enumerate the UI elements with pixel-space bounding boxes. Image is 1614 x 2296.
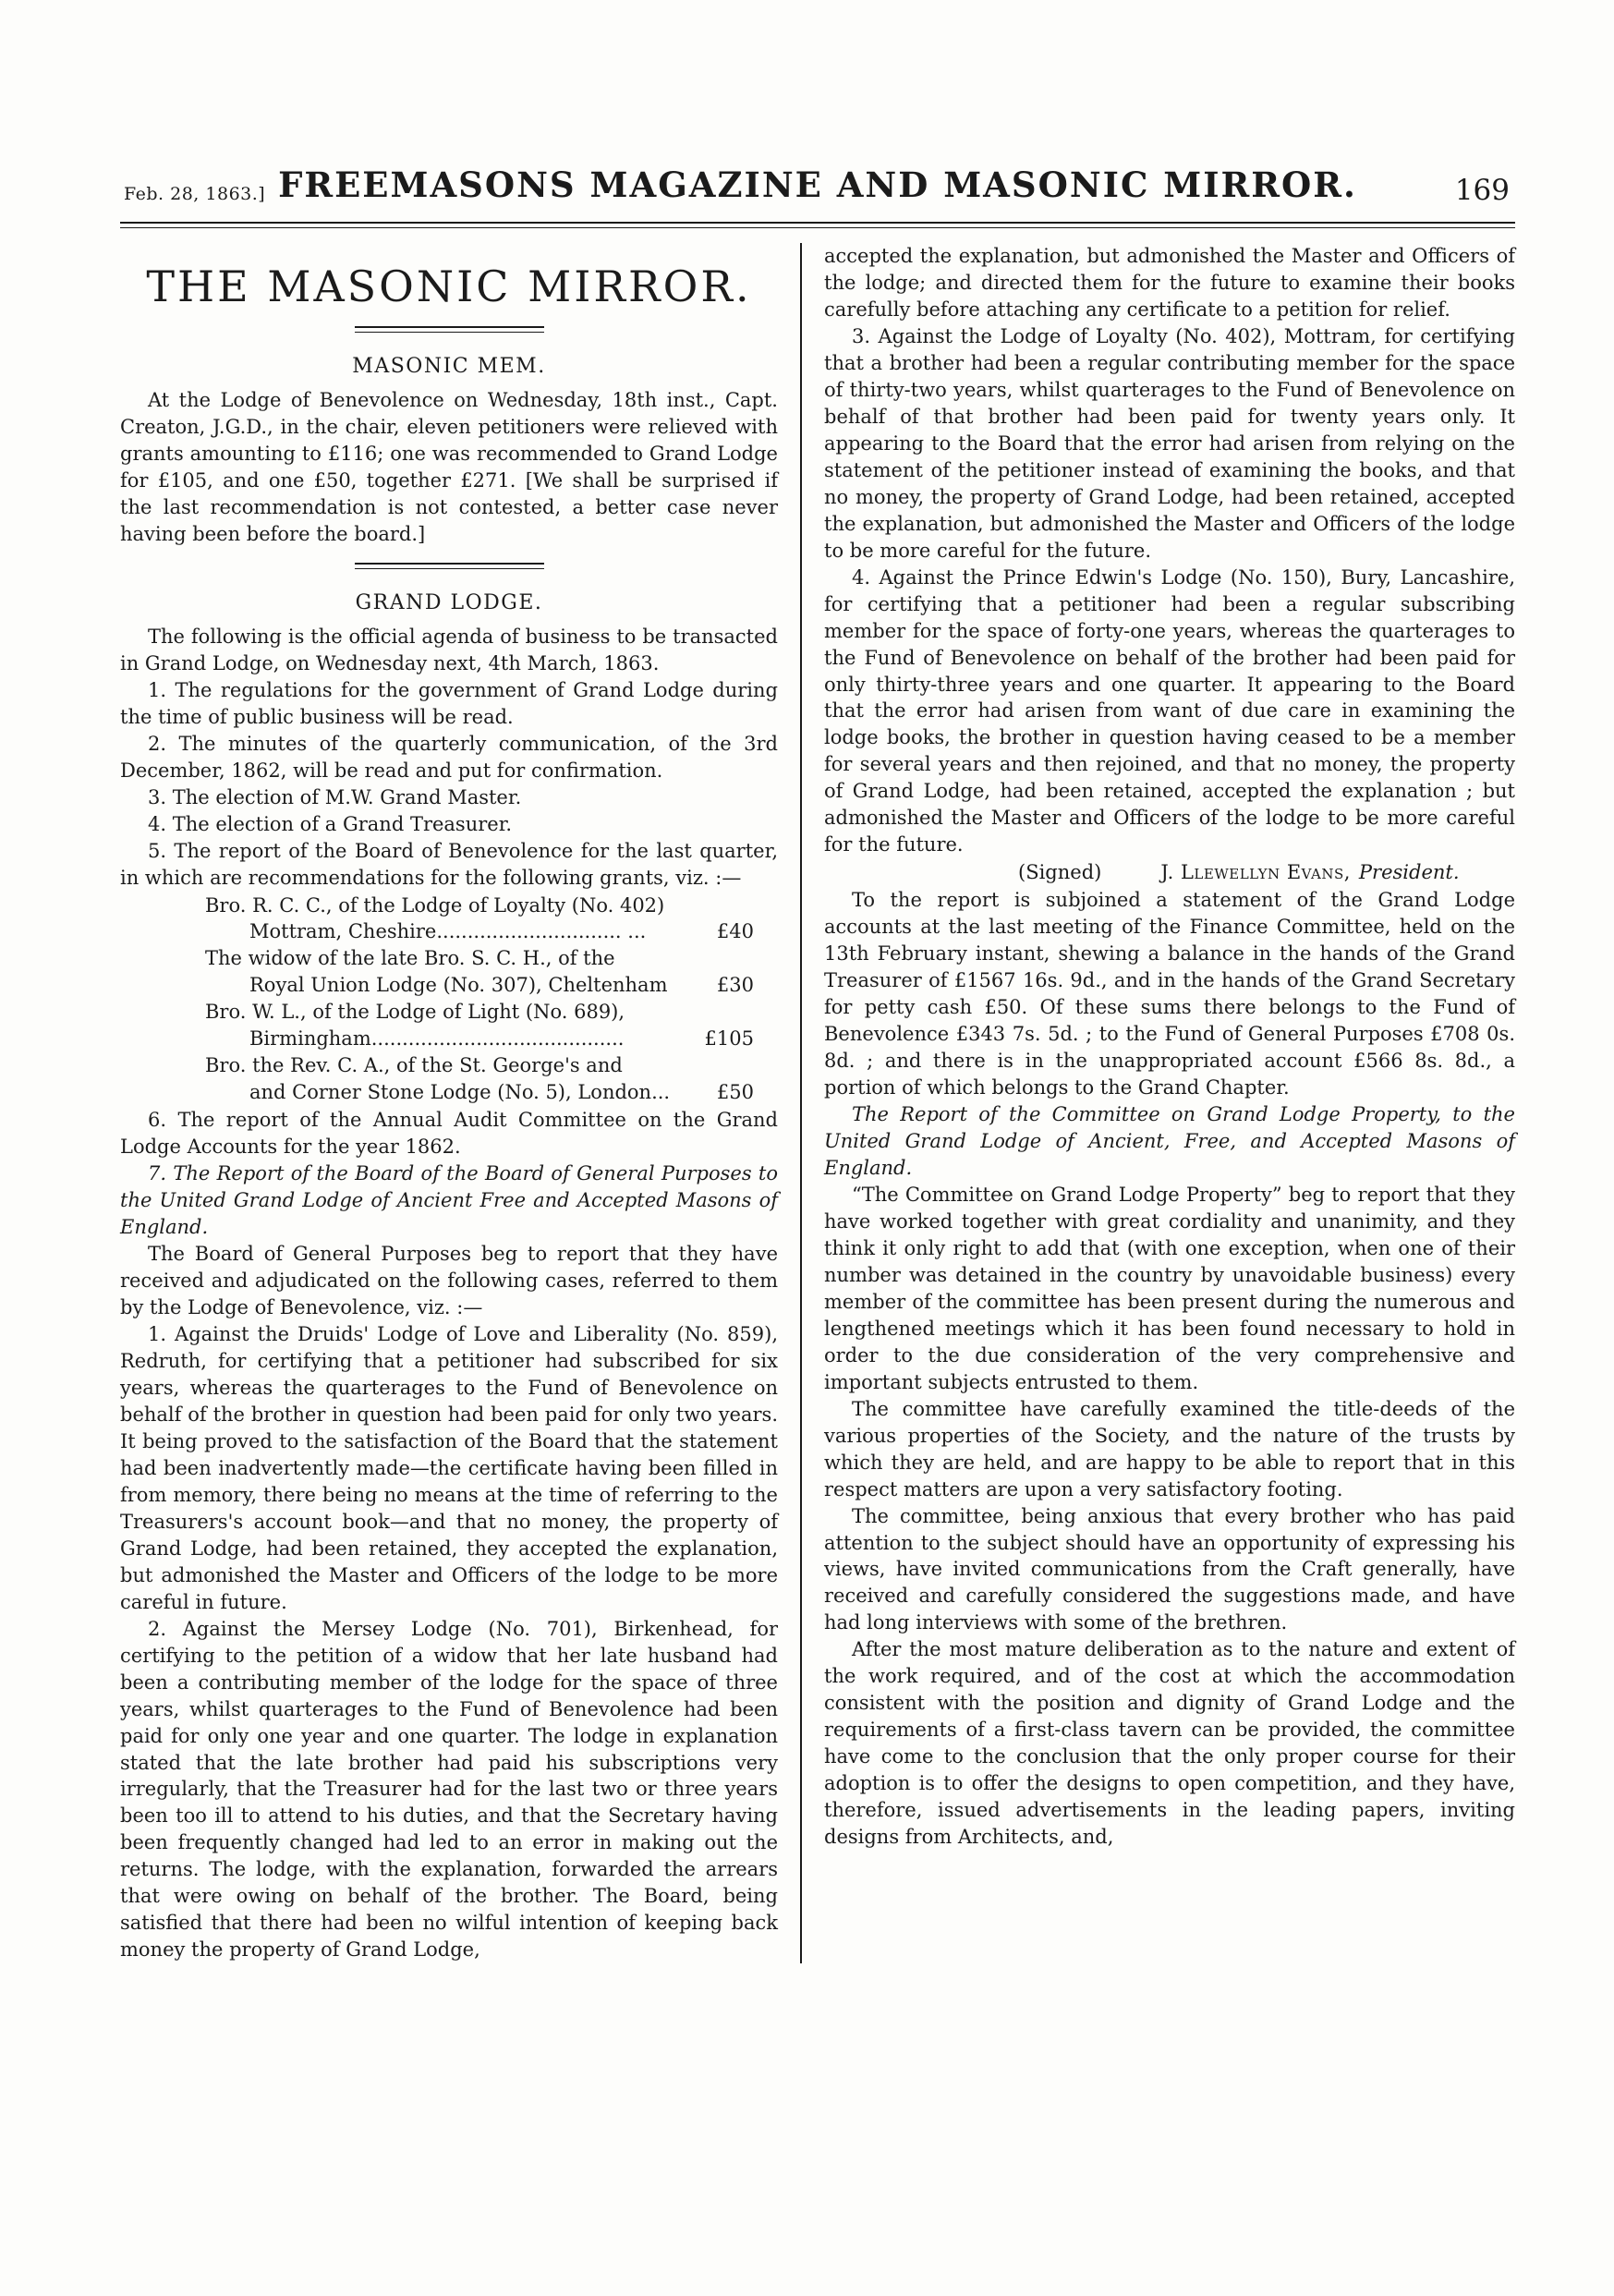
signature-line — [824, 859, 1515, 886]
paragraph: 6. The report of the Annual Audit Committee on the Grand Lodge Accounts for the year 1862. — [120, 1109, 778, 1159]
grant-recipient-line1: The widow of the late Bro. S. C. H., of the — [205, 947, 615, 970]
left-column-content — [120, 243, 778, 1963]
grant-recipient-place: Royal Union Lodge (No. 307), Cheltenham — [249, 974, 668, 997]
grant-recipient-place: Mottram, Cheshire.............................. ... — [249, 920, 647, 943]
paragraph: 4. The election of a Grand Treasurer. — [148, 812, 513, 835]
grant-recipient-line2 — [120, 918, 778, 945]
grant-recipient-line2 — [120, 1079, 778, 1106]
grant-item — [120, 1052, 778, 1106]
grants-list — [120, 893, 778, 1107]
right-column-content — [824, 243, 1515, 1963]
paragraph: 1. The regulations for the government of Grand Lodge during the time of public business will be read. — [120, 678, 778, 728]
paragraph: 7. The Report of the Board of the Board of General Purposes to the United Grand Lodge of Ancient Free and Accepted Masons of England. — [120, 1162, 778, 1239]
grant-recipient-line2 — [120, 972, 778, 999]
paragraph: “The Committee on Grand Lodge Property” beg to report that they have worked together with great cordiality and unanimity, and they think it only right to add that (with one exception, when one of their number was detained in the country by unavoidable business) every member of the committee has been present during the numerous and lengthened meetings which it has been found necessary to hold in order to the due consideration of the very comprehensive and important subjects entrusted to them. — [824, 1183, 1515, 1393]
grant-amount: £50 — [716, 1081, 754, 1104]
section-heading: GRAND LODGE. — [355, 590, 543, 614]
page-number: 169 — [1454, 174, 1510, 207]
grant-amount: £40 — [716, 920, 754, 943]
paragraph: The following is the official agenda of business to be transacted in Grand Lodge, on Wednesday next, 4th March, 1863. — [120, 625, 778, 674]
signer-name: J. Llewellyn Evans, — [1160, 861, 1351, 884]
grant-amount: £30 — [716, 974, 754, 997]
grant-item — [120, 945, 778, 999]
paragraph: The committee, being anxious that every brother who has paid attention to the subject should have an opportunity of expressing his views, have invited communications from the Craft generally, have received and carefully considered the suggestions made, and have had long interviews with some of the brethren. — [824, 1504, 1515, 1634]
paragraph: 3. The election of M.W. Grand Master. — [148, 785, 522, 808]
column-divider-rule — [800, 243, 802, 1963]
signer-title: President. — [1358, 861, 1460, 884]
grant-amount: £105 — [704, 1027, 754, 1051]
page-header — [120, 157, 1515, 211]
issue-date: Feb. 28, 1863.] — [124, 184, 266, 204]
section-heading: MASONIC MEM. — [352, 355, 546, 378]
paragraph: At the Lodge of Benevolence on Wednesday, 18th inst., Capt. Creaton, J.G.D., in the chair, eleven petitioners were relieved with grants amounting to £116; one was recommended to Grand Lodge for £105, and one £50, together £271. [We shall be surprised if the last recommendation is not contested, a better case never having been before the board.] — [120, 389, 778, 545]
grant-recipient-place: and Corner Stone Lodge (No. 5), London... — [249, 1081, 671, 1104]
paragraph: The Report of the Committee on Grand Lodge Property, to the United Grand Lodge of Ancient, Free, and Accepted Masons of England. — [824, 1103, 1515, 1179]
paragraph: 3. Against the Lodge of Loyalty (No. 402), Mottram, for certifying that a brother had been a regular contributing member for the space of thirty-two years, whilst quarterages to the Fund of Benevolence on behalf of that brother had been paid for twenty years only. It appearing to the Board that the error had arisen from relying on the statement of the petitioner instead of examining the books, and that no money, the property of Grand Lodge, had been retained, accepted the explanation, but admonished the Master and Officers of the lodge to be more careful for the future. — [824, 324, 1515, 562]
section-title: THE MASONIC MIRROR. — [146, 261, 752, 311]
two-column-layout — [120, 243, 1515, 1963]
section-divider-rule — [355, 563, 544, 569]
paragraph: 1. Against the Druids' Lodge of Love and Liberality (No. 859), Redruth, for certifying that a petitioner had subscribed for six years, whereas the quarterages to the Fund of Benevolence on behalf of the brother in question had been paid for only two years. It being proved to the satisfaction of the Board that the statement had been inadvertently made—the certificate having been filled in from memory, there being no means at the time of referring to the Treasurers's account book—and that no money, the property of Grand Lodge, had been retained, they accepted the explanation, but admonished the Master and Officers of the lodge to be more careful in future. — [120, 1323, 778, 1613]
grant-item — [120, 999, 778, 1052]
section-divider-rule — [355, 326, 544, 333]
grant-recipient-line1: Bro. the Rev. C. A., of the St. George's and — [205, 1054, 623, 1077]
paragraph: 5. The report of the Board of Benevolence for the last quarter, in which are recommendations for the following grants, viz. :— — [120, 839, 778, 889]
paragraph: 2. The minutes of the quarterly communication, of the 3rd December, 1862, will be read and put for confirmation. — [120, 732, 778, 782]
paragraph: 4. Against the Prince Edwin's Lodge (No. 150), Bury, Lancashire, for certifying that a petitioner had been a regular subscribing member for the space of forty-one years, whereas the quarterages to the Fund of Benevolence on behalf of the brother had been paid for only thirty-three years and one quarter. It appearing to the Board that the error had arisen from want of due care in examining the lodge books, the brother in question having ceased to be a member for several years and then rejoined, and that no money, the property of Grand Lodge, had been retained, accepted the explanation ; but admonished the Master and Officers of the lodge to be more careful for the future. — [824, 565, 1515, 856]
grant-recipient-line1: Bro. R. C. C., of the Lodge of Loyalty (No. 402) — [205, 893, 665, 917]
paragraph: After the most mature deliberation as to the nature and extent of the work required, and of the cost at which the accommodation consistent with the position and dignity of Grand Lodge and the requirements of a first-class tavern can be provided, the committee have come to the conclusion that the only proper course for their adoption is to offer the designs to open competition, and they have, therefore, issued advertisements in the leading papers, inviting designs from Architects, and, — [824, 1638, 1515, 1849]
header-divider-rule — [120, 222, 1515, 228]
signed-label: (Signed) — [1018, 861, 1102, 884]
publication-title: FREEMASONS MAGAZINE AND MASONIC MIRROR. — [278, 164, 1357, 205]
grant-recipient-place: Birmingham......................................... — [249, 1027, 625, 1051]
paragraph: accepted the explanation, but admonished the Master and Officers of the lodge; and directed them for the future to examine their books carefully before attaching any certificate to a petition for relief. — [824, 245, 1515, 321]
paragraph: To the report is subjoined a statement of the Grand Lodge accounts at the last meeting of the Finance Committee, held on the 13th February instant, shewing a balance in the hands of the Grand Treasurer of £1567 16s. 9d., and in the hands of the Grand Secretary for petty cash £50. Of these sums there belongs to the Fund of Benevolence £343 7s. 5d. ; to the Fund of General Purposes £708 0s. 8d. ; and there is in the unappropriated account £566 8s. 8d., a portion of which belongs to the Grand Chapter. — [824, 889, 1515, 1099]
paragraph: 2. Against the Mersey Lodge (No. 701), Birkenhead, for certifying to the petition of a widow that her late husband had been a contributing member of the lodge for the space of three years, whilst quarterages to the Fund of Benevolence had been paid for only one year and one quarter. The lodge in explanation stated that the late brother had paid his subscriptions very irregularly, that the Treasurer had for the last two or three years been too ill to attend to his duties, and that the Secretary having been frequently changed had led to an error in making out the returns. The lodge, with the explanation, forwarded the arrears that were owing on behalf of the brother. The Board, being satisfied that there had been no wilful intention of keeping back money the property of Grand Lodge, — [120, 1617, 778, 1962]
paragraph: The Board of General Purposes beg to report that they have received and adjudicated on the following cases, referred to them by the Lodge of Benevolence, viz. :— — [120, 1243, 778, 1319]
grant-item — [120, 893, 778, 946]
grant-recipient-line2 — [120, 1026, 778, 1052]
grant-recipient-line1: Bro. W. L., of the Lodge of Light (No. 689), — [205, 1001, 625, 1024]
paragraph: The committee have carefully examined the title-deeds of the various properties of the Society, and the nature of the trusts by which they are held, and are happy to be able to report that in this respect matters are upon a very satisfactory footing. — [824, 1397, 1515, 1500]
